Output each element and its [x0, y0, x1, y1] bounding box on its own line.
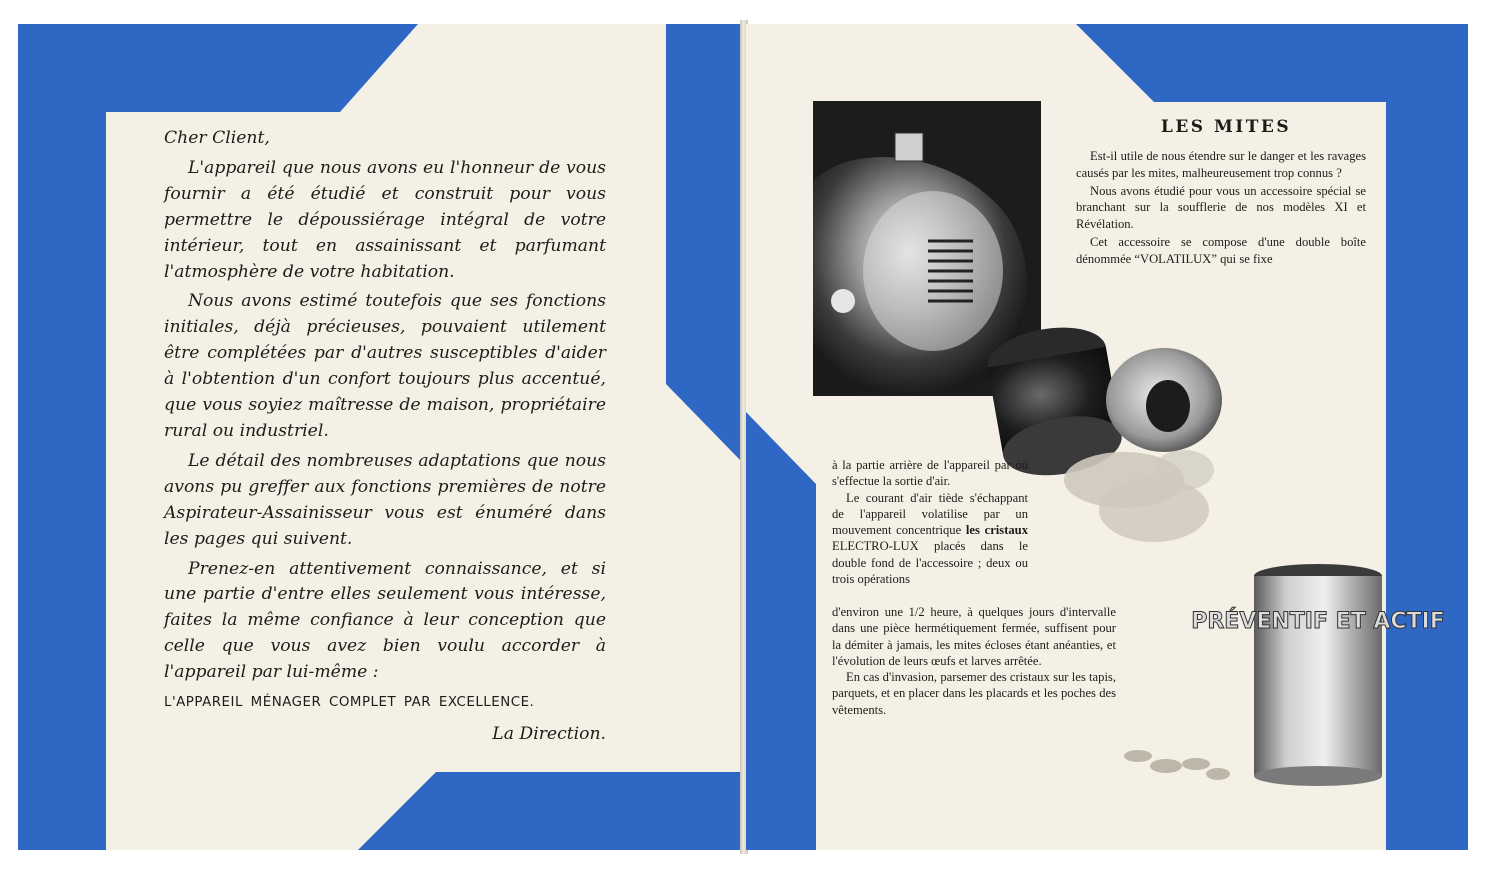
- preventif-actif-can-photo: [1118, 566, 1445, 786]
- letter-motto: L'APPAREIL MÉNAGER COMPLET PAR EXCELLENCE.: [164, 695, 535, 711]
- mites-paragraph: Cet accessoire se compose d'une double boîte dénommée “VOLATILUX” qui se fixe: [1076, 234, 1366, 266]
- mites-paragraph-start: Le courant d'air tiède s'échappant de l'appareil volatilise par un mouvement concentrique: [832, 490, 1028, 538]
- mites-wide-column: [832, 604, 1116, 718]
- mites-narrow-column: [832, 457, 1028, 587]
- letter-paragraph: Nous avons estimé toutefois que ses fonctions initiales, déjà précieuses, pouvaient utilement être complétées par d'autres susceptibles d'aider à l'obtention d'un confort toujours plus accentué, que vous soyiez maîtresse de maison, propriétaire rural ou industriel.: [164, 291, 606, 441]
- letter-paragraph: Prenez-en attentivement connaissance, et si une partie d'entre elles seulement vous intéresse, faites la même confiance à leur conception que celle que vous avez bien voulu accorder à l'appareil par lui-même :: [164, 558, 606, 683]
- mites-invasion-paragraph: En cas d'invasion, parsemer des cristaux sur les tapis, parquets, et en placer dans les placards et les poches des vêtements.: [832, 670, 1116, 717]
- mites-bold-term: les cristaux: [965, 523, 1028, 538]
- can-label-text: PRÉVENTIF ET ACTIF: [1191, 609, 1445, 634]
- mites-continuation: à la partie arrière de l'appareil par où s'effectue la sortie d'air.: [832, 458, 1028, 489]
- letter-text: [164, 126, 606, 752]
- right-page: [746, 24, 1468, 850]
- mites-intro-text: [1076, 148, 1366, 268]
- letter-signature: La Direction.: [492, 723, 606, 744]
- mites-paragraph-rest: ELECTRO-LUX placés dans le double fond de l'accessoire ; deux ou trois opérations: [832, 539, 1028, 587]
- mites-paragraph-continuation: d'environ une 1/2 heure, à quelques jours d'intervalle dans une pièce hermétiquement fermée, suffisent pour la démiter à jamais, les mites écloses étant anéanties, et l'évolution de leurs œufs et larves arrêtée.: [832, 605, 1116, 668]
- letter-paragraph: L'appareil que nous avons eu l'honneur de vous fournir a été étudié et construit pour vous permettre le dépoussiérage intégral de votre intérieur, tout en assainissant et parfumant l'atmosphère de votre habitation.: [164, 157, 606, 282]
- letter-salutation: Cher Client,: [164, 128, 270, 148]
- left-page: [18, 24, 742, 850]
- letter-paragraph: Le détail des nombreuses adaptations que nous avons pu greffer aux fonctions premières de notre Aspirateur-Assainisseur vous est énuméré dans les pages qui suivent.: [164, 450, 606, 549]
- mites-paragraph: [832, 490, 1028, 588]
- mites-paragraph: Nous avons étudié pour vous un accessoire spécial se branchant sur la soufflerie de nos modèles XI et Révélation.: [1076, 183, 1366, 232]
- mites-paragraph: Est-il utile de nous étendre sur le danger et les ravages causés par les mites, malheureusement trop connus ?: [1076, 149, 1366, 180]
- mites-section-title: LES MITES: [1160, 117, 1292, 137]
